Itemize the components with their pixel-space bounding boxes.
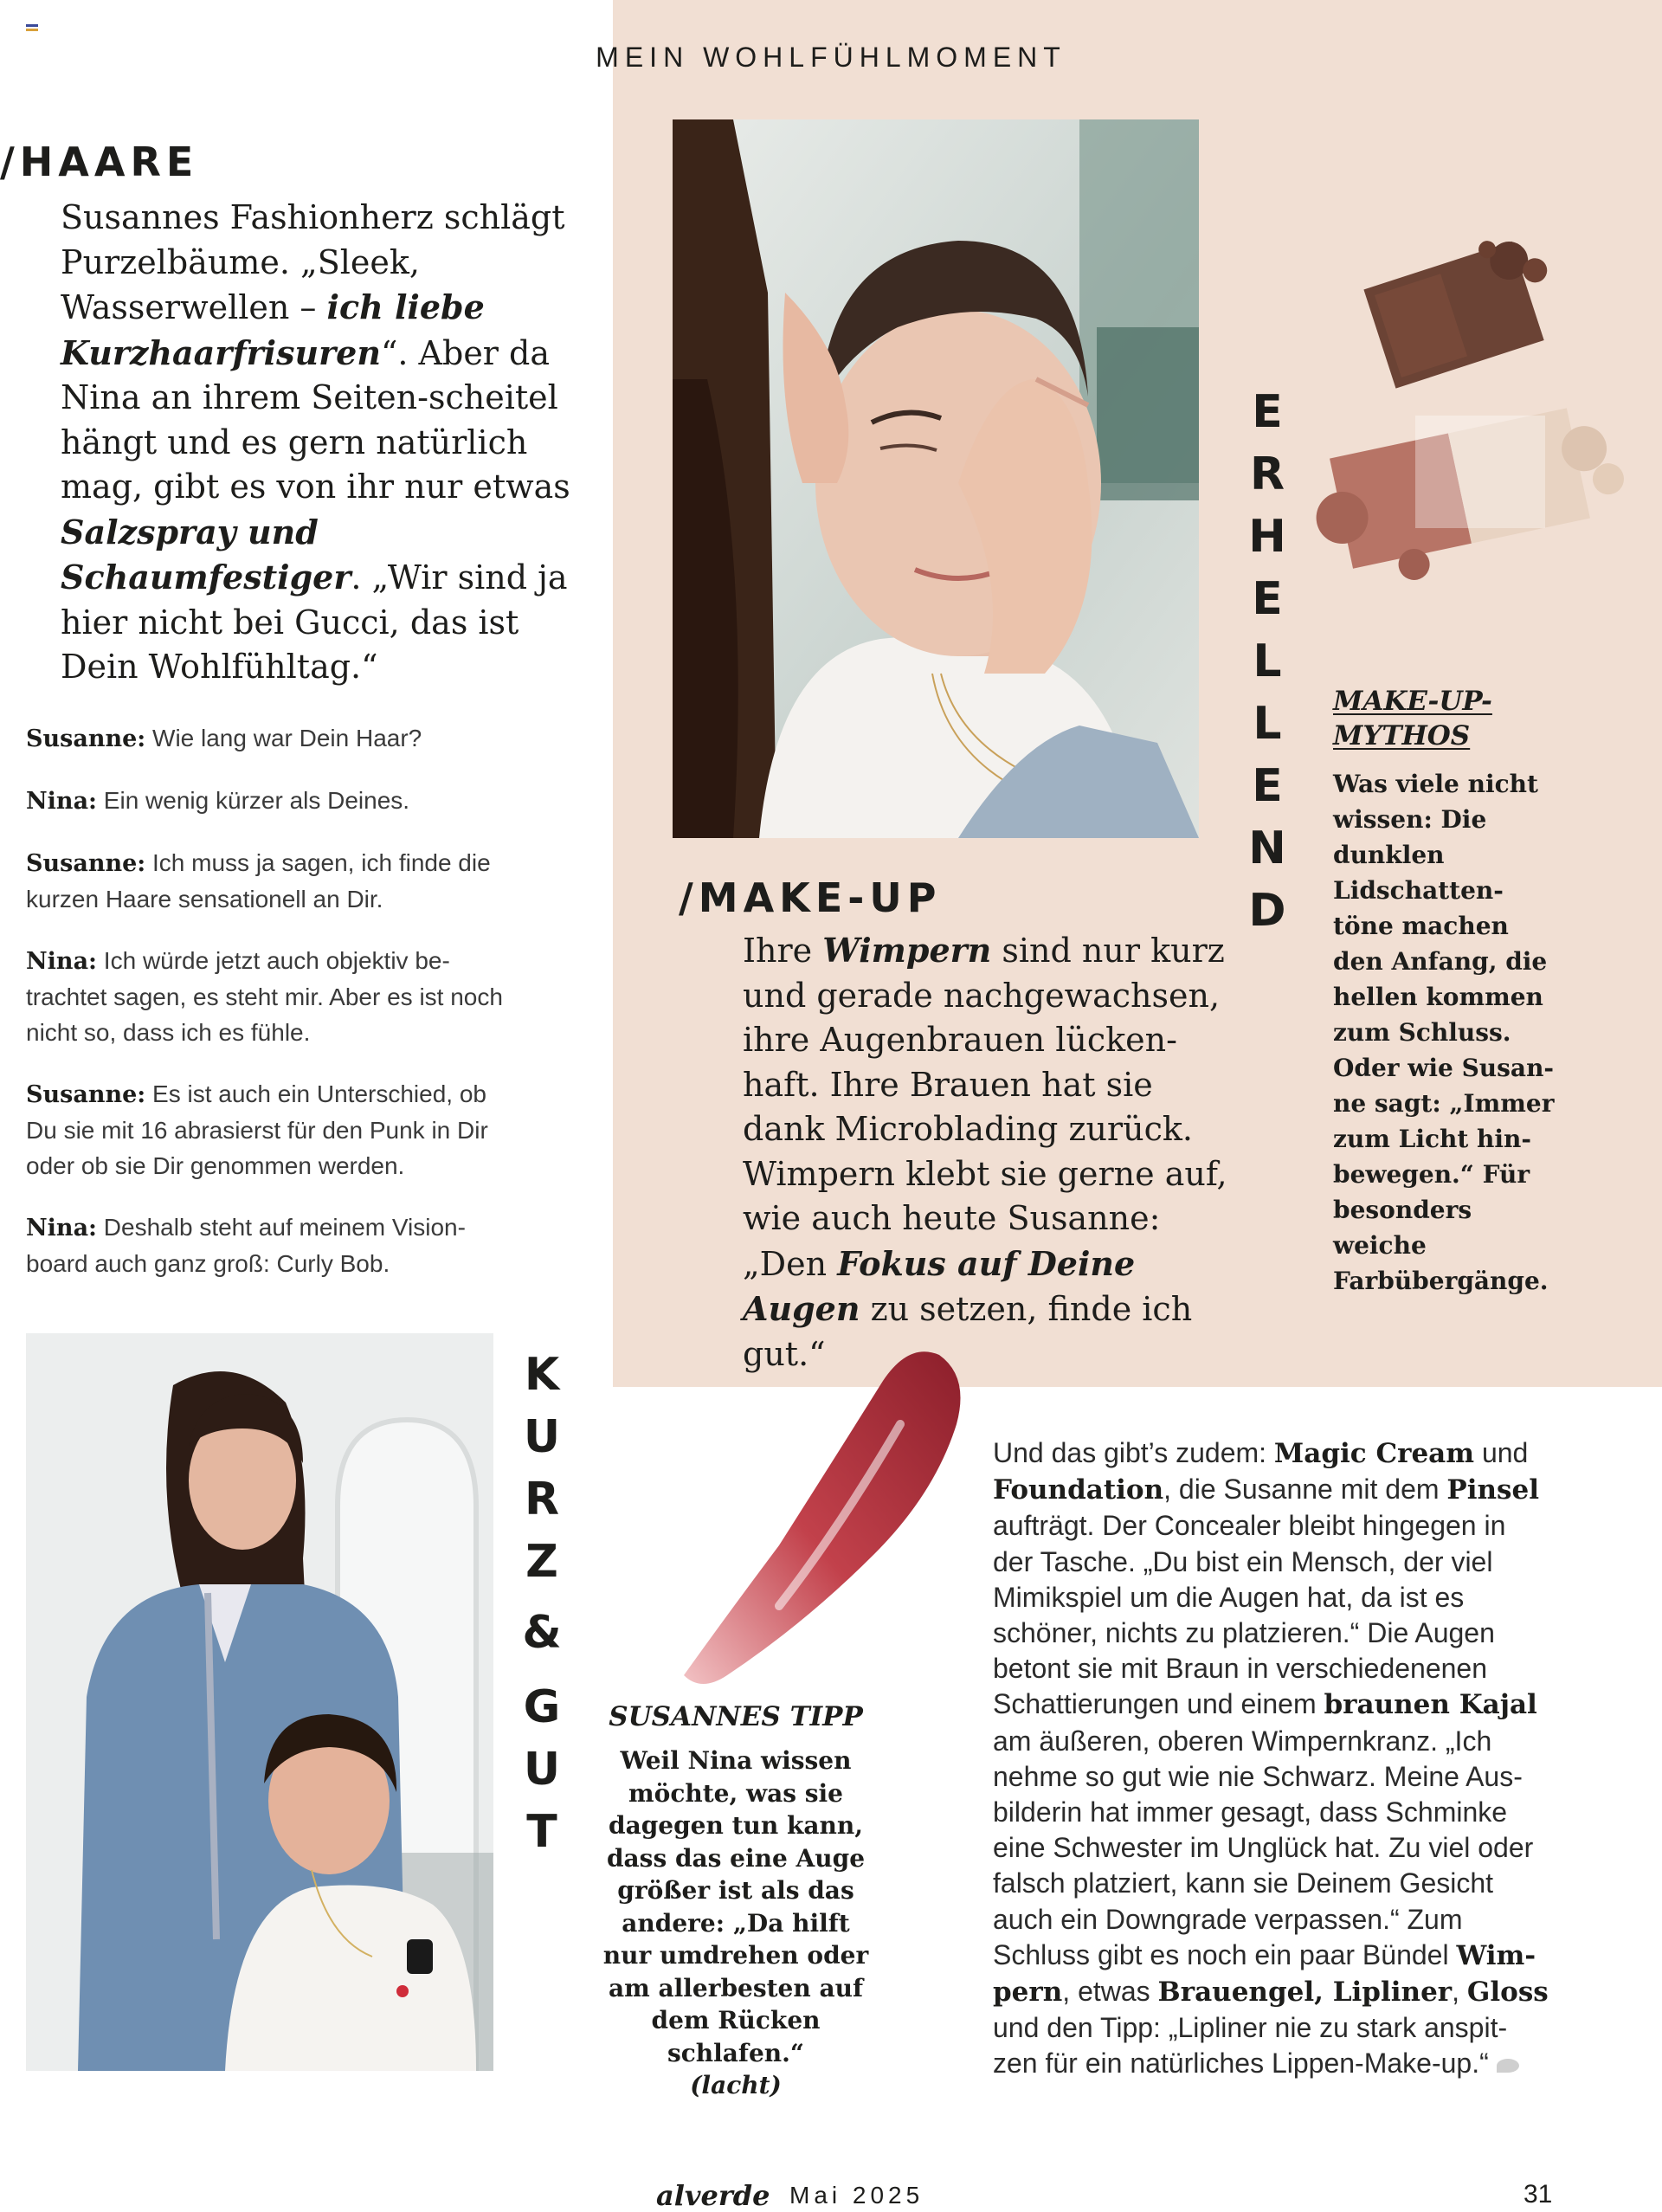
dialog-text: Es ist auch ein Unterschied, ob Du sie mit 16 abrasierst für den Punk in Dir oder ob sie Dir genommen werden. [26, 1080, 488, 1179]
tipp-title: SUSANNES TIPP [609, 1701, 863, 1732]
mythos-title: MAKE-UP-MYTHOS [1333, 686, 1492, 751]
dialog-line [26, 845, 519, 917]
vertical-letter: E [1252, 386, 1283, 438]
dialog-line [26, 1209, 519, 1281]
vertical-word-kurz-gut [518, 1344, 566, 1863]
flag-icon [26, 24, 38, 36]
vertical-letter: R [1249, 448, 1285, 500]
vertical-letter: T [526, 1806, 557, 1858]
tipp-text: Weil Nina wissen möchte, was sie dagegen tun kann, dass das eine Auge größer ist als das andere: „Da hilft nur umdrehen oder am allerbesten auf dem Rücken schlafen.“ [602, 1746, 869, 2067]
dialog-speaker: Susanne: [26, 850, 146, 877]
interview-dialog [26, 720, 519, 1307]
body-highlight: braunen Kajal [1324, 1689, 1537, 1721]
dialog-text: Ein wenig kürzer als Deines. [97, 787, 410, 814]
vertical-letter: U [523, 1411, 561, 1463]
body-text: und [1474, 1437, 1529, 1468]
haare-lead-text: “. Aber da Nina an ihrem Seiten-scheitel hängt und es gern natürlich mag, gibt es von ihr nur etwas [61, 333, 570, 506]
vertical-letter: N [1248, 822, 1286, 874]
end-mark-icon [1497, 2059, 1519, 2073]
dialog-speaker: Nina: [26, 948, 98, 975]
body-text: und den Tipp: „Lipliner nie zu stark anspit-zen für ein natürliches Lippen-Make-up.“ [993, 2012, 1508, 2080]
makeup-photo-illustration [673, 119, 1199, 838]
mythos-text: Was viele nicht wissen: Die dunklen Lidschatten-töne machen den Anfang, die hellen kommen zum Schluss. Oder wie Susan-ne sagt: „Immer zum Licht hin-bewegen.“ Für besonders weiche Farbübergänge. [1333, 770, 1555, 1295]
vertical-word-erhellend [1243, 381, 1292, 942]
hairstyling-photo [26, 1333, 493, 2071]
makeup-lead [743, 928, 1245, 1377]
footer-brand: alverde [656, 2179, 770, 2212]
body-highlight: Pinsel [1446, 1474, 1539, 1506]
dialog-line [26, 943, 519, 1050]
dialog-speaker: Susanne: [26, 726, 146, 752]
page-number: 31 [1524, 2180, 1553, 2209]
body-text: , die Susanne mit dem [1163, 1474, 1447, 1506]
vertical-letter: E [1252, 760, 1283, 812]
eyeshadow-swatches [1303, 229, 1649, 584]
haare-lead [61, 196, 580, 690]
makeup-photo [673, 119, 1199, 838]
vertical-letter: H [1248, 511, 1286, 563]
vertical-letter: L [1253, 698, 1282, 750]
dialog-text: Deshalb steht auf meinem Vision-board auch ganz groß: Curly Bob. [26, 1214, 466, 1277]
haare-lead-emphasis: Salzspray und Schaumfestiger [61, 512, 351, 597]
dialog-line [26, 1076, 519, 1183]
vertical-letter: Z [525, 1536, 558, 1588]
vertical-letter: R [524, 1474, 560, 1525]
haare-lead-text: Susannes Fashionherz schlägt Purzelbäume. „Sleek, Wasserwellen – [61, 198, 565, 326]
dialog-text: Wie lang war Dein Haar? [145, 725, 422, 751]
makeup-lead-text: sind nur kurz und gerade nachgewachsen, ihre Augenbrauen lücken-haft. Ihre Brauen hat sie dank Microblading zurück. Wimpern klebt sie gerne auf, wie auch heute Susanne: „Den [743, 932, 1227, 1283]
haare-lead-emphasis: ich liebe Kurzhaarfrisuren [61, 287, 485, 372]
dialog-line [26, 783, 519, 819]
body-highlight: Brauengel, Lipliner [1157, 1977, 1453, 2009]
tipp-laugh: (lacht) [690, 2071, 782, 2099]
dialog-text: Ich muss ja sagen, ich finde die kurzen Haare sensationell an Dir. [26, 849, 491, 913]
footer-date: Mai 2025 [789, 2182, 924, 2209]
dialog-line [26, 720, 519, 757]
lipgloss-smear-icon [649, 1329, 978, 1693]
body-text: Und das gibt’s zudem: [993, 1437, 1274, 1468]
haare-heading: /HAARE [0, 139, 199, 185]
makeup-lead-text: zu setzen, finde ich gut.“ [743, 1290, 1193, 1373]
body-text: , [1452, 1976, 1467, 2008]
dialog-speaker: Susanne: [26, 1081, 146, 1108]
body-text: , etwas [1062, 1976, 1158, 2008]
body-text: aufträgt. Der Concealer bleibt hingegen in der Tasche. „Du bist ein Mensch, der viel Mimikspiel um die Augen hat, da ist es schöner, nichts zu platzieren.“ Die Augen betont sie mit Braun in verschiedenenen Schattierungen und einem [993, 1510, 1506, 1720]
vertical-letter: L [1253, 635, 1282, 687]
makeup-lead-emphasis: Fokus auf Deine Augen [743, 1243, 1136, 1328]
makeup-heading: /MAKE-UP [679, 874, 942, 921]
vertical-letter: G [523, 1681, 561, 1733]
section-kicker: MEIN WOHLFÜHLMOMENT [596, 42, 1066, 73]
vertical-letter: U [523, 1744, 561, 1796]
vertical-letter: E [1252, 573, 1283, 625]
body-highlight: Magic Cream [1273, 1438, 1475, 1469]
eyeshadow-illustration [1303, 229, 1649, 584]
dialog-text: Ich würde jetzt auch objektiv be-trachtet sagen, es steht mir. Aber es ist noch nicht so, dass ich es fühle. [26, 947, 503, 1046]
body-column [993, 1435, 1551, 2082]
lipgloss-swatch [649, 1329, 978, 1693]
body-highlight: Gloss [1466, 1977, 1549, 2009]
makeup-lead-text: Ihre [743, 932, 823, 970]
vertical-letter: D [1248, 885, 1286, 937]
body-highlight: Foundation [993, 1474, 1164, 1506]
haare-lead-text: . „Wir sind ja hier nicht bei Gucci, das ist Dein Wohlfühltag.“ [61, 558, 568, 686]
body-highlight: Wim-pern [993, 1939, 1536, 2009]
dialog-speaker: Nina: [26, 788, 98, 815]
tipp-box [597, 1744, 874, 2102]
vertical-letter: K [524, 1349, 560, 1401]
makeup-lead-emphasis: Wimpern [822, 931, 992, 970]
body-text: am äußeren, oberen Wimpernkranz. „Ich nehme so gut wie nie Schwarz. Meine Aus-bilderin hat immer gesagt, dass Schminke eine Schwester im Unglück hat. Zu viel oder falsch platziert, kann sie Deinem Gesicht auch ein Downgrade verpassen.“ Zum Schluss gibt es noch ein paar Bündel [993, 1725, 1534, 1970]
dialog-speaker: Nina: [26, 1215, 98, 1241]
vertical-letter: & [522, 1607, 562, 1659]
hairstyling-photo-illustration [26, 1333, 493, 2071]
